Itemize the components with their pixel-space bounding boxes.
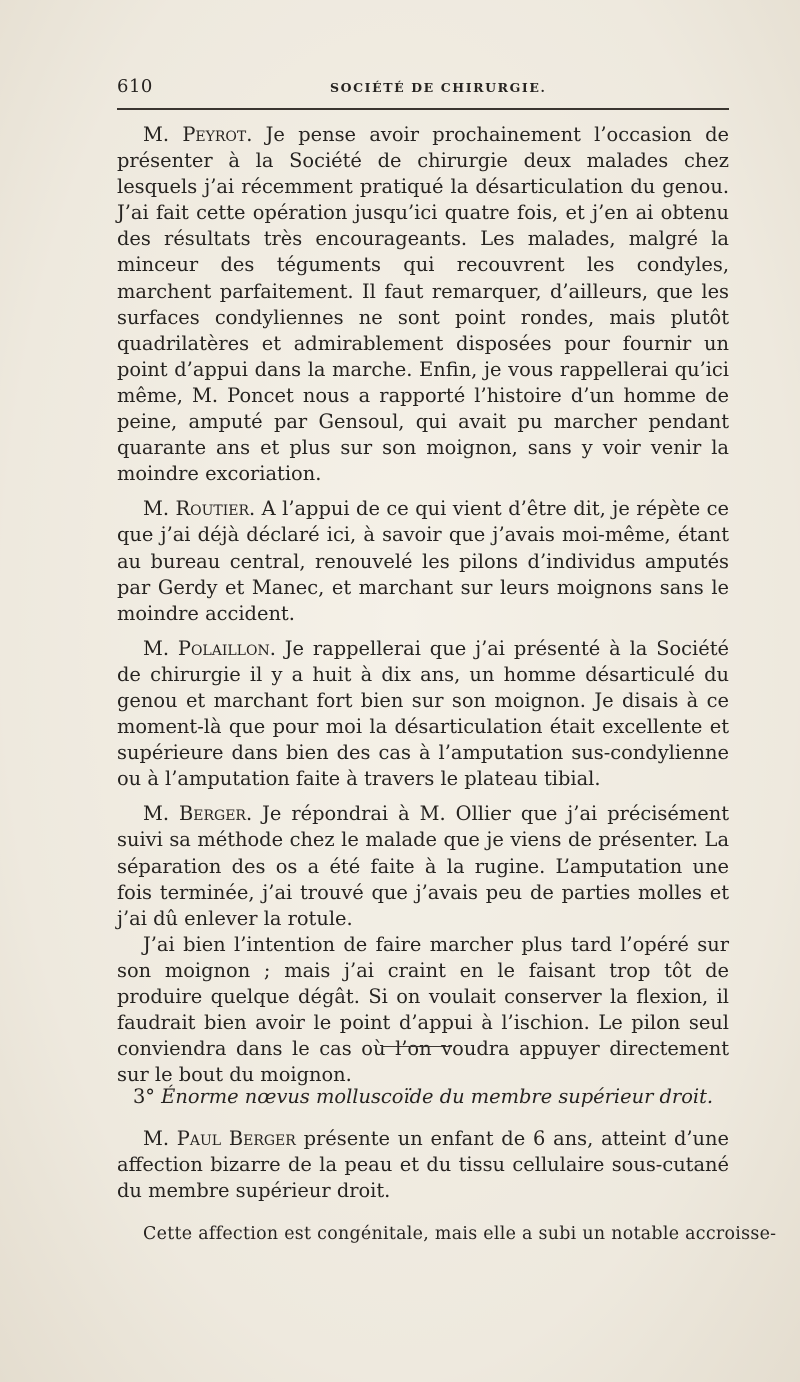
paragraph-berger	[117, 801, 729, 931]
paragraph-polaillon	[117, 636, 729, 793]
header-rule	[117, 108, 729, 110]
paragraph-text: Je pense avoir prochainement l’occasion de présenter à la Société de chirurgie deux malades chez lesquels j’ai récemment pratiqué la désarticulation du genou. J’ai fait cette opération jusqu’ici quatre fois, et j’en ai obtenu des résultats très encourageants. Les malades, malgré la minceur des téguments qui recouvrent les condyles, marchent parfaitement. Il faut remarquer, d’ailleurs, que les surfaces condyliennes ne sont point rondes, mais plutôt quadrilatères et admirablement disposées pour fournir un point d’appui dans la marche. Enfin, je vous rappellerai qu’ici même, M. Poncet nous a rapporté l’histoire d’un homme de peine, amputé par Gensoul, qui avait pu marcher pendant quarante ans et plus sur son moignon, sans y voir venir la moindre excoriation.	[117, 123, 729, 486]
continuation-line: Cette affection est congénitale, mais elle a subi un notable accroisse-	[143, 1224, 777, 1244]
speaker-name: M. Peyrot.	[143, 123, 253, 146]
discussion-text	[117, 122, 729, 1088]
section-separator	[382, 1046, 452, 1047]
running-title: SOCIÉTÉ DE CHIRURGIE.	[330, 80, 547, 95]
speaker-name: M. Paul Berger	[143, 1127, 296, 1150]
paragraph-berger-continued	[117, 932, 729, 1089]
paragraph-text: A l’appui de ce qui vient d’être dit, je répète ce que j’ai déjà déclaré ici, à savoir que j’avais moi-même, étant au bureau central, renouvelé les pilons d’individus amputés par Gerdy et Manec, et marchant sur leurs moignons sans le moindre accident.	[117, 497, 729, 625]
paragraph-text: Je répondrai à M. Ollier que j’ai précisément suivi sa méthode chez le malade que je viens de présenter. La séparation des os a été faite à la rugine. L’amputation une fois terminée, j’ai trouvé que j’avais peu de parties molles et j’ai dû enlever la rotule.	[117, 802, 730, 930]
paragraph-routier	[117, 496, 729, 626]
section-intro-paragraph	[117, 1126, 729, 1204]
section-title	[117, 1084, 729, 1110]
section-number: 3°	[132, 1085, 155, 1108]
paragraph-text: J’ai bien l’intention de faire marcher plus tard l’opéré sur son moignon ; mais j’ai craint en le faisant trop tôt de produire quelque dégât. Si on voulait conserver la flexion, il faudrait bien avoir le point d’appui à l’ischion. Le pilon seul conviendra dans le cas où l’on voudra appuyer directement sur le bout du moignon.	[117, 932, 729, 1087]
section-body	[117, 1126, 729, 1204]
paragraph-peyrot	[117, 122, 729, 487]
page-number: 610	[117, 76, 153, 97]
paragraph-text: présente un enfant de 6 ans, atteint d’une affection bizarre de la peau et du tissu cellulaire sous-cutané du membre supérieur droit.	[117, 1127, 729, 1203]
section-title-text: Énorme nœvus molluscoïde du membre supérieur droit.	[161, 1085, 714, 1108]
paragraph-text: Je rappellerai que j’ai présenté à la Société de chirurgie il y a huit à dix ans, un homme désarticulé du genou et marchant fort bien sur son moignon. Je disais à ce moment-là que pour moi la désarticulation était excellente et supérieure dans bien des cas à l’amputation sus-condylienne ou à l’amputation faite à travers le plateau tibial.	[117, 636, 729, 791]
speaker-name: M. Polaillon.	[143, 636, 276, 660]
speaker-name: M. Berger.	[143, 802, 253, 826]
speaker-name: M. Routier.	[143, 497, 256, 521]
page-header	[117, 76, 729, 100]
